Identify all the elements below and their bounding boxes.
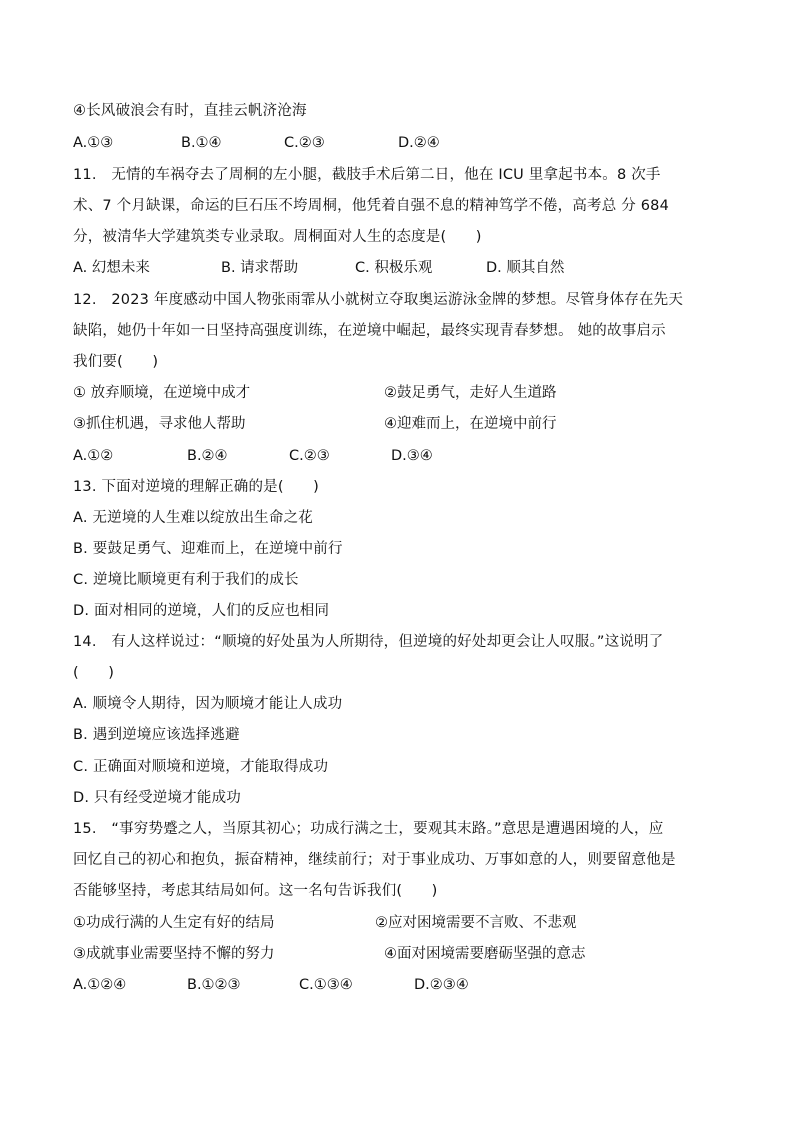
q12-stem-line-3: 我们要( ) bbox=[73, 354, 159, 370]
q12-stem-line-1: 12. 2023 年度感动中国人物张雨霏从小就树立夺取奥运游泳金牌的梦想。尽管身体存在先天 bbox=[73, 292, 684, 308]
q13-choice-c: C. 逆境比顺境更有利于我们的成长 bbox=[73, 572, 299, 588]
q10-choice-d: D.②④ bbox=[398, 135, 440, 151]
q12-option-3: ③抓住机遇，寻求他人帮助 bbox=[73, 416, 246, 432]
q15-option-4: ④面对困境需要磨砺坚强的意志 bbox=[384, 946, 586, 962]
q12-choice-a: A.①② bbox=[73, 448, 114, 464]
q15-choice-b: B.①②③ bbox=[187, 977, 241, 993]
q14-choice-c: C. 正确面对顺境和逆境，才能取得成功 bbox=[73, 759, 329, 775]
q14-choice-d: D. 只有经受逆境才能成功 bbox=[73, 790, 241, 806]
q10-choice-c: C.②③ bbox=[284, 135, 325, 151]
q11-stem-line-3: 分，被清华大学建筑类专业录取。周桐面对人生的态度是( ) bbox=[73, 229, 482, 245]
q11-stem-line-1: 11. 无情的车祸夺去了周桐的左小腿，截肢手术后第二日，他在 ICU 里拿起书本。8 次手 bbox=[73, 167, 661, 183]
q14-stem-line-2: ( ) bbox=[73, 665, 115, 681]
q12-choice-b: B.②④ bbox=[187, 448, 228, 464]
q15-option-1: ①功成行满的人生定有好的结局 bbox=[73, 915, 275, 931]
q13-stem: 13. 下面对逆境的理解正确的是( ) bbox=[73, 479, 319, 495]
q12-choice-c: C.②③ bbox=[289, 448, 330, 464]
q11-choice-b: B. 请求帮助 bbox=[221, 260, 299, 276]
q15-stem-line-3: 否能够坚持，考虑其结局如何。这一名句告诉我们( ) bbox=[73, 883, 438, 899]
q10-choice-a: A.①③ bbox=[73, 135, 114, 151]
q11-choice-a: A. 幻想未来 bbox=[73, 260, 150, 276]
q12-option-2: ②鼓足勇气，走好人生道路 bbox=[384, 385, 557, 401]
q10-option-4: ④长风破浪会有时，直挂云帆济沧海 bbox=[73, 103, 307, 119]
q15-stem-line-1: 15. “事穷势蹙之人，当原其初心；功成行满之士，要观其末路。”意思是遭遇困境的人，应 bbox=[73, 821, 664, 837]
q13-choice-b: B. 要鼓足勇气、迎难而上，在逆境中前行 bbox=[73, 541, 343, 557]
q15-stem-line-2: 回忆自己的初心和抱负，振奋精神，继续前行；对于事业成功、万事如意的人，则要留意他是 bbox=[73, 852, 676, 868]
q11-choice-c: C. 积极乐观 bbox=[355, 260, 433, 276]
q15-choice-c: C.①③④ bbox=[299, 977, 353, 993]
q12-choice-d: D.③④ bbox=[391, 448, 433, 464]
q11-choice-d: D. 顺其自然 bbox=[486, 260, 565, 276]
q13-choice-a: A. 无逆境的人生难以绽放出生命之花 bbox=[73, 510, 313, 526]
q12-stem-line-2: 缺陷，她仍十年如一日坚持高强度训练，在逆境中崛起，最终实现青春梦想。 她的故事启示 bbox=[73, 323, 666, 339]
q15-option-3: ③成就事业需要坚持不懈的努力 bbox=[73, 946, 275, 962]
q13-choice-d: D. 面对相同的逆境，人们的反应也相同 bbox=[73, 603, 330, 619]
q10-choice-b: B.①④ bbox=[181, 135, 222, 151]
q15-choice-d: D.②③④ bbox=[414, 977, 469, 993]
q11-stem-line-2: 术、7 个月缺课，命运的巨石压不垮周桐，他凭着自强不息的精神笃学不倦，高考总 分 684 bbox=[73, 198, 670, 214]
q14-choice-b: B. 遇到逆境应该选择逃避 bbox=[73, 727, 240, 743]
q12-option-4: ④迎难而上，在逆境中前行 bbox=[384, 416, 557, 432]
q15-option-2: ②应对困境需要不言败、不悲观 bbox=[375, 915, 577, 931]
q15-choice-a: A.①②④ bbox=[73, 977, 127, 993]
q12-option-1: ① 放弃顺境，在逆境中成才 bbox=[73, 385, 251, 401]
q14-choice-a: A. 顺境令人期待，因为顺境才能让人成功 bbox=[73, 696, 343, 712]
q14-stem-line-1: 14. 有人这样说过：“顺境的好处虽为人所期待，但逆境的好处却更会让人叹服。”这说明了 bbox=[73, 634, 664, 650]
